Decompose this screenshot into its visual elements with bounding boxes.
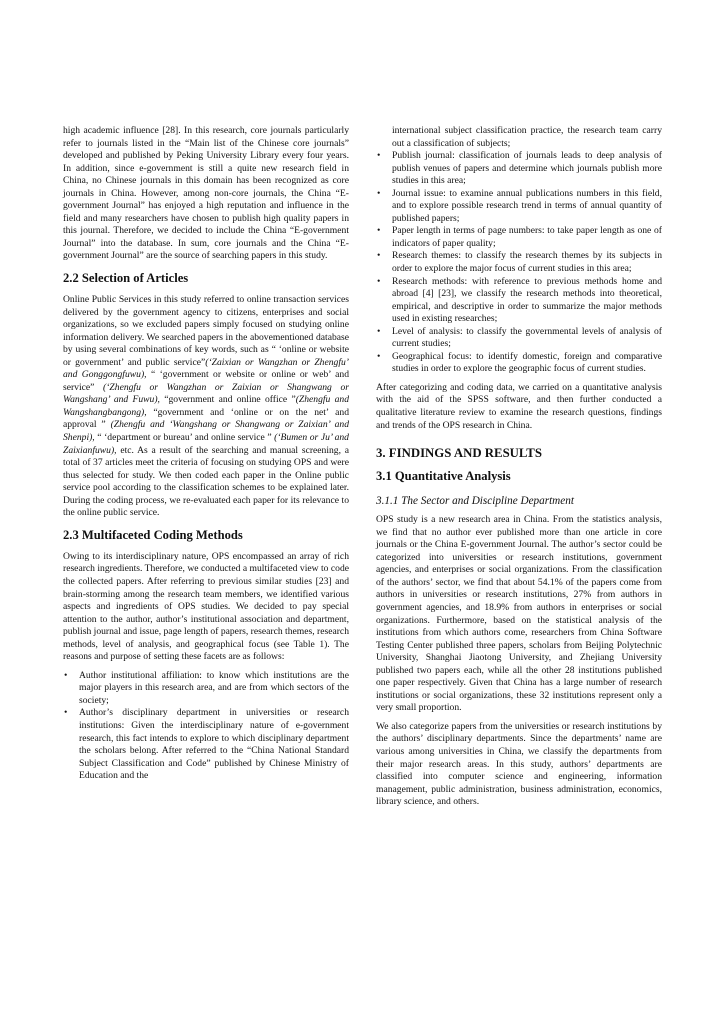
- list-item: • Paper length in terms of page numbers: to take paper length as one of indicators of paper quality;: [376, 225, 662, 250]
- sector-paragraph: OPS study is a new research area in China. From the statistics analysis, we find that no author ever published more than one article in core journals or the China E-government Journal. The author’s sector could be categorized into universities or research institutions, government agencies, and enterprises or social organizations. From the classification of the authors’ sector, we find that about 54.1% of the papers come from authors in universities or research institutions, 27% from authors in government agencies, and 18.9% from authors in enterprises or social organizations. Furthermore, based on the statistical analysis of the institutions from which authors come, researchers from China Software Testing Center published three papers, scholars from Beijing Polytechnic University, Shanghai Jiaotong University, and Zhejiang University published two papers each, while all the other 28 institutions published one paper respectively. Given that China has a large number of research institutions or social organizations, these 32 institutions represent only a very small proportion.: [376, 514, 662, 714]
- facet-list-left: [63, 670, 349, 783]
- section-2-2-heading: 2.2 Selection of Articles: [63, 271, 189, 286]
- facet-list-right: [376, 125, 662, 376]
- section-3-1-heading: 3.1 Quantitative Analysis: [376, 469, 511, 484]
- list-item: • Research methods: with reference to previous methods home and abroad [4] [23], we classify the research methods into theoretical, empirical, and descriptive in order to summarize the major methods used in existing researches;: [376, 276, 662, 326]
- section-2-3-heading: 2.3 Multifaceted Coding Methods: [63, 527, 243, 542]
- selection-of-articles-paragraph: Online Public Services in this study referred to online transaction services delivered by the government agency to citizens, enterprises and social organizations, so we excluded papers simply focused on studying online information delivery. We searched papers in the abovementioned database by using several combinations of key words, such as “ ‘online or website or government’ and public service”(‘Zaixian or Wangzhan or Zhengfu’ and Gonggongfuwu), “ ‘government or website or online or web’ and service” (‘Zhengfu or Wangzhan or Zaixian or Shangwang or Wangshang’ and Fuwu), “government and online office ”(Zhengfu and Wangshangbangong), “government and ‘online or on the net’ and approval ” (Zhengfu and ‘Wangshang or Shangwang or Zaixian’ and Shenpi), “ ‘department or bureau’ and online service ” (‘Bumen or Ju’ and Zaixianfuwu), etc. As a result of the searching and manual screening, a total of 37 articles meet the criteria of focusing on studying OPS and were thus selected for study. We then coded each paper in the Online public service pool according to the classification schemes to be explained later. During the coding process, we re-evaluated each paper for its relevance to the online public service.: [63, 294, 350, 519]
- list-item: • Research themes: to classify the research themes by its subjects in order to explore the major focus of current studies in this area;: [376, 250, 662, 275]
- left-column: [63, 125, 349, 789]
- section-3-heading: 3. FINDINGS AND RESULTS: [376, 446, 542, 461]
- list-item: • Author’s disciplinary department in universities or research institutions: Given the interdisciplinary nature of e-government research, this fact intends to explore to which disciplinary department the scholars belong. After referred to the “China National Standard Subject Classification and Code” published by Chinese Ministry of Education and the: [63, 707, 349, 782]
- analysis-method-paragraph: After categorizing and coding data, we carried on a quantitative analysis with the aid of the SPSS software, and then further conducted a qualitative literature review to examine the research questions, findings and trends of the OPS research in China.: [376, 381, 662, 431]
- list-item: • Geographical focus: to identify domestic, foreign and comparative studies in order to explore the geographic focus of current studies.: [376, 351, 662, 376]
- coding-methods-paragraph: Owing to its interdisciplinary nature, OPS encompassed an array of rich research ingredients. Therefore, we conducted a multifaceted view to code the collected papers. After referring to previous similar studies [23] and brain-storming among the research team members, we identified various aspects and ingredients of OPS studies. We decided to pay special attention to the author, author’s institutional association and department, publish journal and issue, page length of papers, research themes, research methods, level of analysis, and geographical focus (see Table 1). The reasons and purpose of setting these facets are as follows:: [63, 550, 349, 663]
- right-column: [376, 125, 662, 815]
- department-paragraph: We also categorize papers from the universities or research institutions by the authors’ disciplinary departments. Since the departments’ name are various among universities in China, we classify the departments from their major research areas. In this study, authors’ departments are classified into computer science and engineering, information management, public administration, business administration, economics, library science, and others.: [376, 720, 662, 808]
- list-item: • Level of analysis: to classify the governmental levels of analysis of current studies;: [376, 326, 662, 351]
- list-item: • Author institutional affiliation: to know which institutions are the major players in this research area, and are from which sectors of the society;: [63, 670, 349, 708]
- section-3-1-1-heading: 3.1.1 The Sector and Discipline Department: [376, 495, 574, 508]
- intro-paragraph: high academic influence [28]. In this research, core journals particularly refer to journals listed in the “Main list of the Chinese core journals” developed and published by Peking University Library every four years. In addition, since e-government is still a quite new research field in China, no Chinese journals in this domain has been recognized as core journals in China. However, among non-core journals, the China “E-government Journal” has enjoyed a high reputation and influence in the field and many researchers have chosen to publish high quality papers in this journal. Therefore, we decided to include the China “E-government Journal” into the database. In sum, core journals and the China “E-government Journal” are the source of searching papers in this study.: [63, 125, 349, 262]
- list-item-continuation: international subject classification practice, the research team carry out a classification of subjects;: [392, 125, 662, 149]
- list-item: • Journal issue: to examine annual publications numbers in this field, and to explore possible research trend in terms of annual quantity of published papers;: [376, 188, 662, 226]
- list-item: • Publish journal: classification of journals leads to deep analysis of publish venues of papers and determine which journals publish more studies in this area;: [376, 150, 662, 188]
